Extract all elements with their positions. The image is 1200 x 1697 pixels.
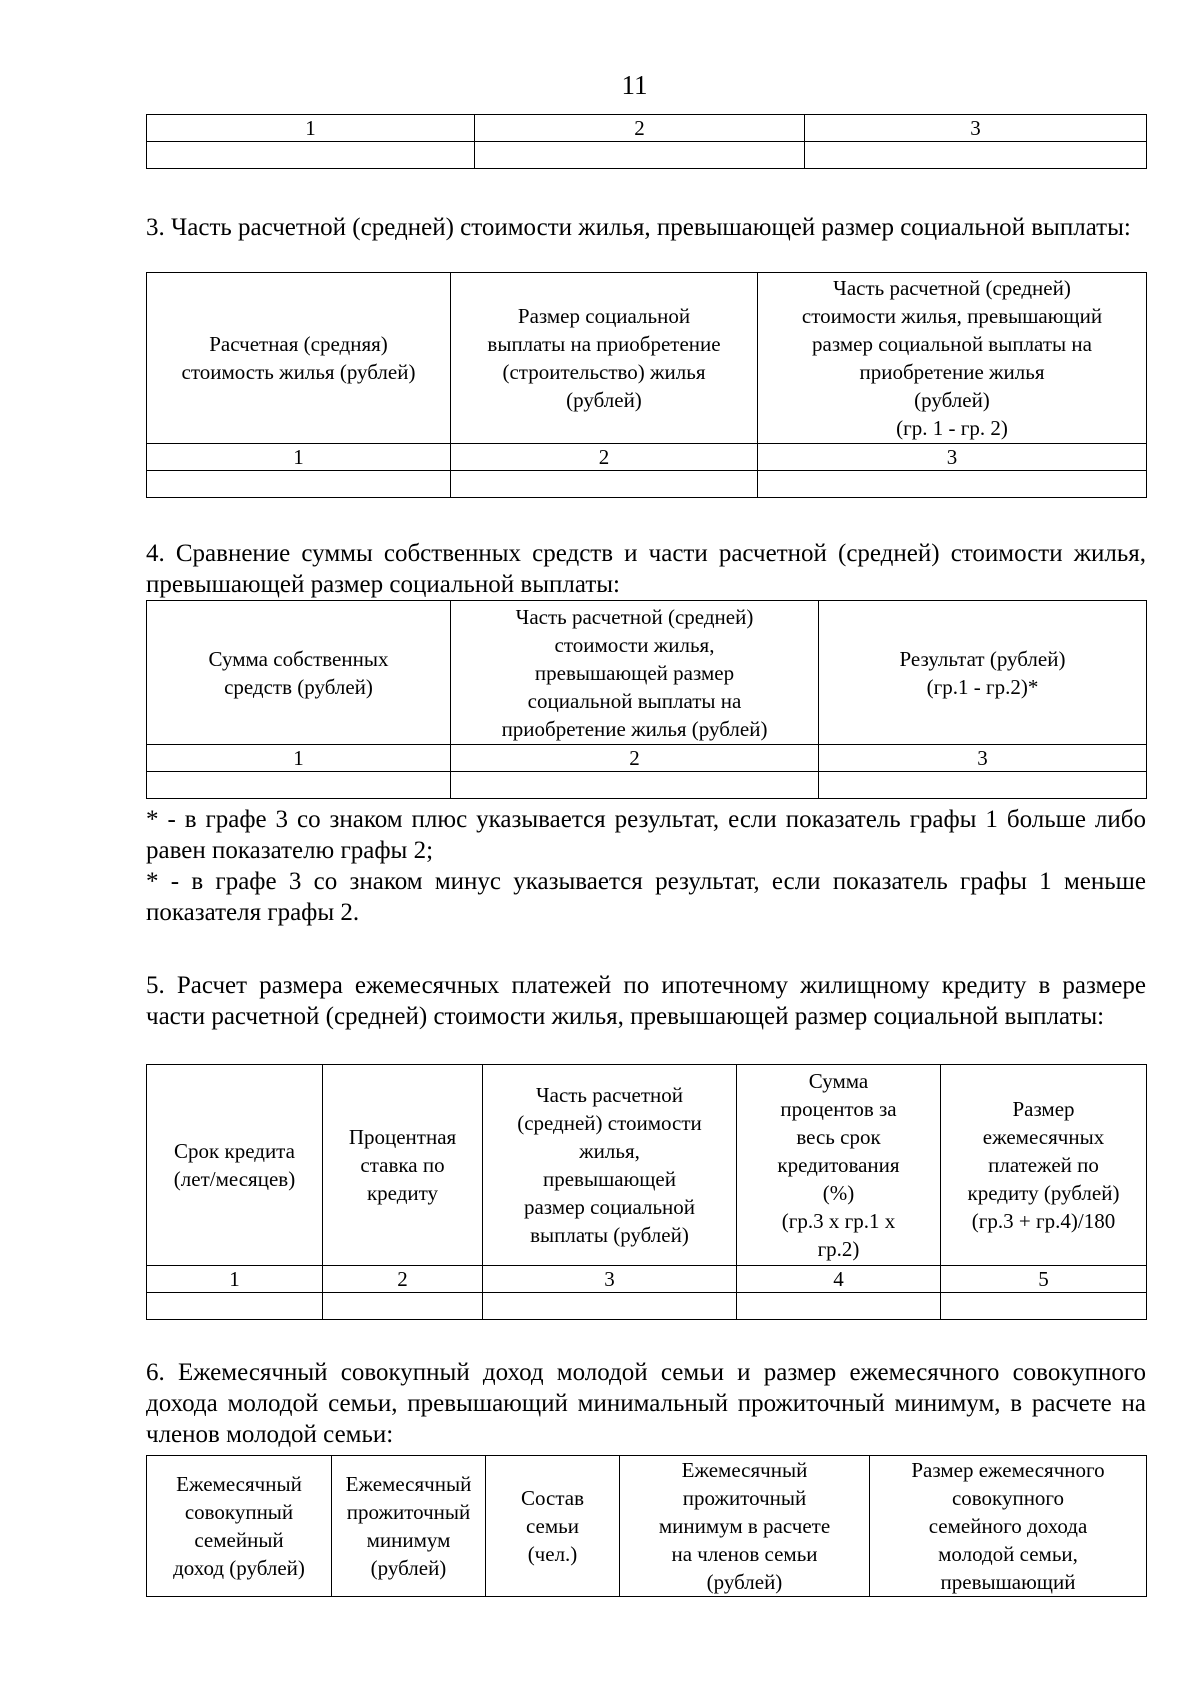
header-cell: Ежемесячный совокупный семейный доход (рублей) — [147, 1456, 332, 1597]
header-cell: Размер социальной выплаты на приобретение (строительство) жилья (рублей) — [451, 273, 758, 444]
table-cell — [147, 1293, 323, 1320]
header-cell: Расчетная (средняя) стоимость жилья (рублей) — [147, 273, 451, 444]
header-cell: Процентная ставка по кредиту — [323, 1065, 483, 1266]
table-cell — [147, 772, 451, 799]
col-number: 1 — [147, 444, 451, 471]
footnote-plus: * - в графе 3 со знаком плюс указывается результат, если показатель графы 1 больше либо равен показателю графы 2; — [146, 806, 1146, 864]
section-5-table — [146, 1064, 1147, 1320]
col-number: 4 — [737, 1266, 941, 1293]
col-number: 2 — [451, 444, 758, 471]
col-number: 3 — [819, 745, 1147, 772]
col-number: 1 — [147, 115, 475, 142]
section-3-heading: 3. Часть расчетной (средней) стоимости жилья, превышающей размер социальной выплаты: — [146, 214, 1131, 241]
table-cell — [475, 142, 805, 169]
table-cell — [737, 1293, 941, 1320]
footnote-minus: * - в графе 3 со знаком минус указывается результат, если показатель графы 1 меньше показателя графы 2. — [146, 868, 1146, 926]
section-4-heading: 4. Сравнение суммы собственных средств и части расчетной (средней) стоимости жилья, превышающей размер социальной выплаты: — [146, 540, 1146, 598]
col-number: 2 — [323, 1266, 483, 1293]
header-cell: Часть расчетной (средней) стоимости жилья, превышающий размер социальной выплаты на приобретение жилья (рублей) (гр. 1 - гр. 2) — [758, 273, 1147, 444]
table-cell — [147, 142, 475, 169]
header-cell: Сумма собственных средств (рублей) — [147, 601, 451, 745]
header-cell: Ежемесячный прожиточный минимум (рублей) — [332, 1456, 486, 1597]
col-number: 5 — [941, 1266, 1147, 1293]
col-number: 2 — [475, 115, 805, 142]
header-cell: Состав семьи (чел.) — [486, 1456, 620, 1597]
header-cell: Размер ежемесячных платежей по кредиту (рублей) (гр.3 + гр.4)/180 — [941, 1065, 1147, 1266]
table-cell — [805, 142, 1147, 169]
section-3-table — [146, 272, 1147, 498]
table-cell — [483, 1293, 737, 1320]
table-cell — [147, 471, 451, 498]
header-cell: Ежемесячный прожиточный минимум в расчете на членов семьи (рублей) — [620, 1456, 870, 1597]
section-5-heading: 5. Расчет размера ежемесячных платежей по ипотечному жилищному кредиту в размере части расчетной (средней) стоимости жилья, превышающей размер социальной выплаты: — [146, 972, 1146, 1030]
section-6-table — [146, 1455, 1147, 1597]
header-cell: Результат (рублей) (гр.1 - гр.2)* — [819, 601, 1147, 745]
col-number: 1 — [147, 745, 451, 772]
header-cell: Часть расчетной (средней) стоимости жилья, превышающей размер социальной выплаты на приобретение жилья (рублей) — [451, 601, 819, 745]
page-number: 11 — [621, 70, 648, 100]
col-number: 1 — [147, 1266, 323, 1293]
section-4-notes — [146, 804, 1146, 928]
table-cell — [451, 471, 758, 498]
header-cell: Размер ежемесячного совокупного семейного дохода молодой семьи, превышающий — [870, 1456, 1147, 1597]
header-cell: Сумма процентов за весь срок кредитования (%) (гр.3 x гр.1 x гр.2) — [737, 1065, 941, 1266]
table-cell — [451, 772, 819, 799]
table-cell — [323, 1293, 483, 1320]
section-4-table — [146, 600, 1147, 799]
col-number: 3 — [758, 444, 1147, 471]
col-number: 3 — [805, 115, 1147, 142]
header-cell: Часть расчетной (средней) стоимости жилья, превышающей размер социальной выплаты (рублей) — [483, 1065, 737, 1266]
section-6-heading: 6. Ежемесячный совокупный доход молодой семьи и размер ежемесячного совокупного дохода молодой семьи, превышающий минимальный прожиточный минимум, в расчете на членов молодой семьи: — [146, 1359, 1146, 1448]
col-number: 2 — [451, 745, 819, 772]
col-number: 3 — [483, 1266, 737, 1293]
table-cell — [941, 1293, 1147, 1320]
top-table — [146, 114, 1147, 169]
header-cell: Срок кредита (лет/месяцев) — [147, 1065, 323, 1266]
table-cell — [758, 471, 1147, 498]
table-cell — [819, 772, 1147, 799]
